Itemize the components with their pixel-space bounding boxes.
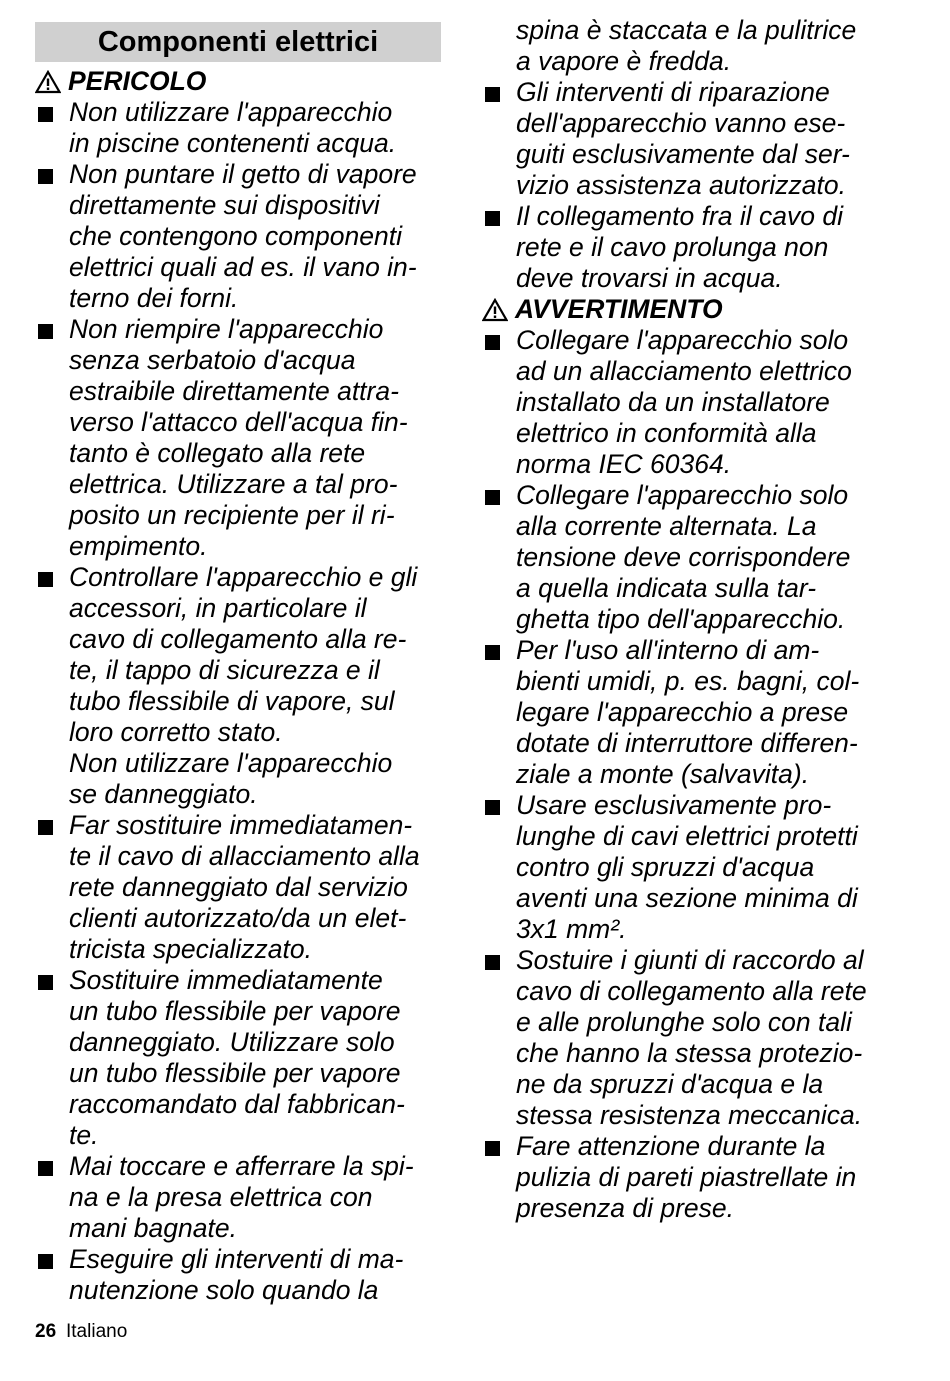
text-line: clienti autorizzato/da un elet- xyxy=(69,903,407,933)
text-line: Sostuire i giunti di raccordo al xyxy=(516,945,864,975)
text-line: 3x1 mm². xyxy=(516,914,627,944)
text-line: spina è staccata e la pulitrice xyxy=(516,15,857,45)
text-line: te. xyxy=(69,1120,99,1150)
text-line: stessa resistenza meccanica. xyxy=(516,1100,863,1130)
section-title: Componenti elettrici xyxy=(35,22,441,62)
text-line: tubo flessibile di vapore, sul xyxy=(69,686,395,716)
text-line: alla corrente alternata. La xyxy=(516,511,817,541)
square-bullet-icon xyxy=(38,820,53,835)
text-line: pulizia di pareti piastrellate in xyxy=(516,1162,857,1192)
text-line: guiti esclusivamente dal ser- xyxy=(516,139,850,169)
text-line: norma IEC 60364. xyxy=(516,449,732,479)
text-line: tanto è collegato alla rete xyxy=(69,438,366,468)
text-line: Non puntare il getto di vapore xyxy=(69,159,417,189)
text-line: Non riempire l'apparecchio xyxy=(69,314,384,344)
square-bullet-icon xyxy=(485,1141,500,1156)
text-line: empimento. xyxy=(69,531,208,561)
text-line: elettrico in conformità alla xyxy=(516,418,817,448)
square-bullet-icon xyxy=(485,955,500,970)
text-line: in piscine contenenti acqua. xyxy=(69,128,397,158)
text-line: legare l'apparecchio a prese xyxy=(516,697,849,727)
text-line: e alle prolunghe solo con tali xyxy=(516,1007,852,1037)
square-bullet-icon xyxy=(38,324,53,339)
text-line: danneggiato. Utilizzare solo xyxy=(69,1027,395,1057)
text-line: te il cavo di allacciamento alla xyxy=(69,841,420,871)
text-line: posito un recipiente per il ri- xyxy=(69,500,395,530)
text-line: cavo di collegamento alla rete xyxy=(516,976,867,1006)
square-bullet-icon xyxy=(485,800,500,815)
text-line: Non utilizzare l'apparecchio xyxy=(69,748,393,778)
text-line: ghetta tipo dell'apparecchio. xyxy=(516,604,846,634)
text-line: ne da spruzzi d'acqua e la xyxy=(516,1069,824,1099)
text-line: elettrica. Utilizzare a tal pro- xyxy=(69,469,398,499)
text-line: Sostituire immediatamente xyxy=(69,965,383,995)
text-line: presenza di prese. xyxy=(516,1193,735,1223)
text-line: estraibile direttamente attra- xyxy=(69,376,399,406)
text-line: a vapore è fredda. xyxy=(516,46,732,76)
text-line: Fare attenzione durante la xyxy=(516,1131,826,1161)
text-line: Usare esclusivamente pro- xyxy=(516,790,832,820)
text-line: ad un allacciamento elettrico xyxy=(516,356,852,386)
text-line: ziale a monte (salvavita). xyxy=(516,759,810,789)
page-number: 26 xyxy=(35,1321,57,1342)
text-line: Il collegamento fra il cavo di xyxy=(516,201,843,231)
square-bullet-icon xyxy=(38,572,53,587)
text-line: lunghe di cavi elettrici protetti xyxy=(516,821,858,851)
text-line: se danneggiato. xyxy=(69,779,258,809)
text-line: aventi una sezione minima di xyxy=(516,883,858,913)
warning-heading: PERICOLO xyxy=(68,66,206,97)
text-line: dell'apparecchio vanno ese- xyxy=(516,108,846,138)
text-line: Per l'uso all'interno di am- xyxy=(516,635,820,665)
text-line: tricista specializzato. xyxy=(69,934,313,964)
text-line: dotate di interruttore differen- xyxy=(516,728,858,758)
square-bullet-icon xyxy=(38,107,53,122)
text-line: Far sostituire immediatamen- xyxy=(69,810,413,840)
text-line: raccomandato dal fabbrican- xyxy=(69,1089,405,1119)
square-bullet-icon xyxy=(485,211,500,226)
square-bullet-icon xyxy=(485,335,500,350)
text-line: elettrici quali ad es. il vano in- xyxy=(69,252,417,282)
text-line: Gli interventi di riparazione xyxy=(516,77,830,107)
text-line: tensione deve corrispondere xyxy=(516,542,851,572)
warning-triangle-icon xyxy=(35,70,61,94)
text-line: vizio assistenza autorizzato. xyxy=(516,170,846,200)
text-line: un tubo flessibile per vapore xyxy=(69,1058,401,1088)
text-line: a quella indicata sulla tar- xyxy=(516,573,817,603)
text-line: te, il tappo di sicurezza e il xyxy=(69,655,380,685)
text-line: accessori, in particolare il xyxy=(69,593,367,623)
square-bullet-icon xyxy=(38,1254,53,1269)
warning-heading: AVVERTIMENTO xyxy=(515,294,723,325)
text-line: contro gli spruzzi d'acqua xyxy=(516,852,815,882)
text-line: loro corretto stato. xyxy=(69,717,283,747)
square-bullet-icon xyxy=(485,645,500,660)
square-bullet-icon xyxy=(485,490,500,505)
square-bullet-icon xyxy=(38,1161,53,1176)
text-line: verso l'attacco dell'acqua fin- xyxy=(69,407,408,437)
text-line: Collegare l'apparecchio solo xyxy=(516,480,849,510)
text-line: Non utilizzare l'apparecchio xyxy=(69,97,393,127)
text-line: direttamente sui dispositivi xyxy=(69,190,380,220)
page-language: Italiano xyxy=(66,1321,128,1342)
text-line: un tubo flessibile per vapore xyxy=(69,996,401,1026)
text-line: che contengono componenti xyxy=(69,221,402,251)
warning-triangle-icon xyxy=(482,298,508,322)
text-line: rete e il cavo prolunga non xyxy=(516,232,829,262)
square-bullet-icon xyxy=(38,169,53,184)
square-bullet-icon xyxy=(485,87,500,102)
text-line: senza serbatoio d'acqua xyxy=(69,345,356,375)
text-line: che hanno la stessa protezio- xyxy=(516,1038,863,1068)
text-line: Eseguire gli interventi di ma- xyxy=(69,1244,404,1274)
text-line: cavo di collegamento alla re- xyxy=(69,624,407,654)
text-line: installato da un installatore xyxy=(516,387,830,417)
text-line: Collegare l'apparecchio solo xyxy=(516,325,849,355)
text-line: deve trovarsi in acqua. xyxy=(516,263,783,293)
square-bullet-icon xyxy=(38,975,53,990)
text-line: Controllare l'apparecchio e gli xyxy=(69,562,418,592)
text-line: mani bagnate. xyxy=(69,1213,237,1243)
text-line: Mai toccare e afferrare la spi- xyxy=(69,1151,414,1181)
text-line: terno dei forni. xyxy=(69,283,239,313)
text-line: na e la presa elettrica con xyxy=(69,1182,373,1212)
text-line: bienti umidi, p. es. bagni, col- xyxy=(516,666,860,696)
text-line: rete danneggiato dal servizio xyxy=(69,872,408,902)
text-line: nutenzione solo quando la xyxy=(69,1275,379,1305)
